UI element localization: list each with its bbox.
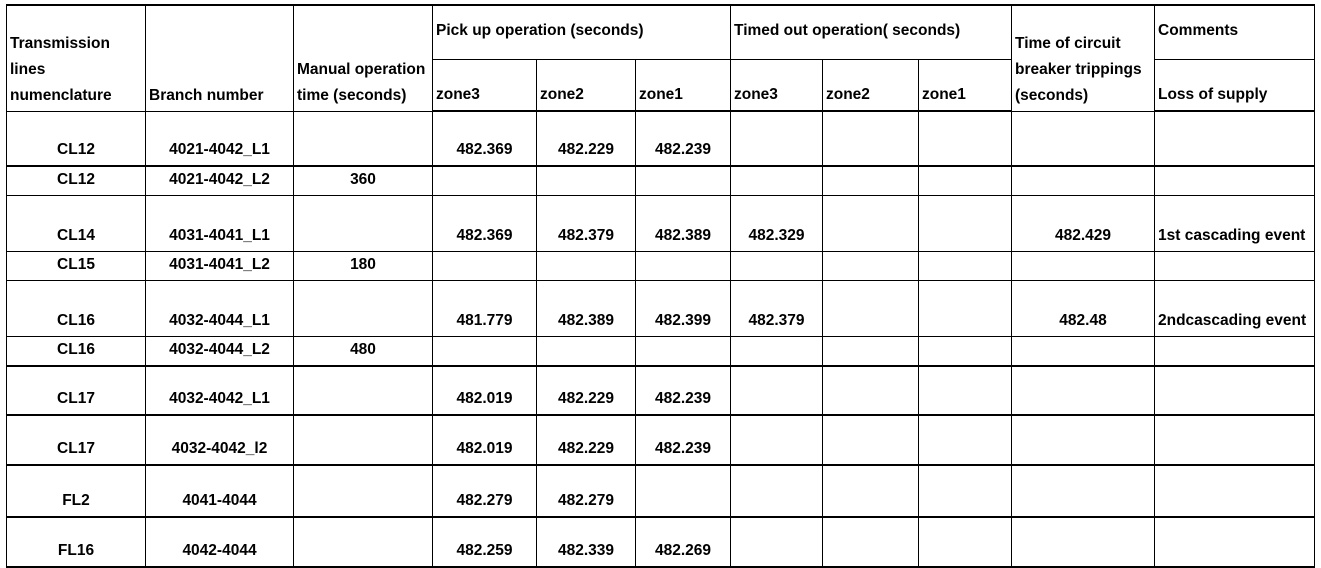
cell-timedout-zone2 [823,252,919,281]
cell-line: CL15 [7,252,146,281]
cell-pickup-zone1: 482.239 [636,415,731,465]
cell-comment [1155,111,1315,166]
cell-pickup-zone1: 482.389 [636,196,731,252]
cell-line: CL12 [7,111,146,166]
table-row [7,252,1315,281]
cell-timedout-zone3 [731,252,823,281]
cell-manual: 480 [294,337,433,367]
header-branch-number: Branch number [146,5,294,111]
header-manual-operation-time: Manual operation time (seconds) [294,5,433,111]
cell-manual [294,111,433,166]
cell-cb-tripping [1012,366,1155,415]
cell-timedout-zone2 [823,111,919,166]
cell-pickup-zone2: 482.279 [537,465,636,517]
cell-timedout-zone3 [731,415,823,465]
cell-pickup-zone1: 482.399 [636,281,731,337]
cell-line: CL12 [7,166,146,196]
cell-pickup-zone3: 482.259 [433,517,537,567]
cell-timedout-zone3 [731,517,823,567]
cell-timedout-zone1 [919,415,1012,465]
cell-timedout-zone2 [823,281,919,337]
cell-timedout-zone1 [919,281,1012,337]
header-pickup-operation: Pick up operation (seconds) [433,5,731,59]
cell-cb-tripping [1012,517,1155,567]
cell-pickup-zone2: 482.229 [537,366,636,415]
cell-line: CL17 [7,415,146,465]
cell-line: CL16 [7,337,146,367]
cell-timedout-zone1 [919,252,1012,281]
cell-cb-tripping [1012,252,1155,281]
cell-timedout-zone1 [919,366,1012,415]
cell-comment [1155,166,1315,196]
cell-timedout-zone3 [731,166,823,196]
cell-timedout-zone3: 482.379 [731,281,823,337]
header-timedout-zone1: zone1 [919,59,1012,111]
cell-timedout-zone3 [731,111,823,166]
cell-line: FL16 [7,517,146,567]
cell-timedout-zone2 [823,196,919,252]
cell-pickup-zone1 [636,252,731,281]
cell-branch: 4041-4044 [146,465,294,517]
table-row [7,517,1315,567]
cell-pickup-zone3 [433,337,537,367]
cell-pickup-zone1: 482.239 [636,366,731,415]
cell-comment: 1st cascading event [1155,196,1315,252]
cell-manual [294,281,433,337]
cell-pickup-zone3 [433,252,537,281]
cell-line: CL17 [7,366,146,415]
table-row [7,337,1315,367]
header-pickup-zone1: zone1 [636,59,731,111]
cell-branch: 4021-4042_L1 [146,111,294,166]
cell-pickup-zone3: 482.019 [433,366,537,415]
cell-timedout-zone3 [731,465,823,517]
cell-comment [1155,415,1315,465]
header-transmission-lines: Transmission lines numenclature [7,5,146,111]
cell-manual: 360 [294,166,433,196]
cell-manual [294,366,433,415]
cell-pickup-zone2: 482.339 [537,517,636,567]
cell-pickup-zone1 [636,166,731,196]
cell-timedout-zone2 [823,415,919,465]
header-circuit-breaker-tripping: Time of circuit breaker trippings (seconds) [1012,5,1155,111]
header-loss-of-supply: Loss of supply [1155,59,1315,111]
cell-manual: 180 [294,252,433,281]
cell-pickup-zone2 [537,166,636,196]
table-row [7,366,1315,415]
header-timedout-zone2: zone2 [823,59,919,111]
cell-pickup-zone3: 482.369 [433,196,537,252]
header-pickup-zone2: zone2 [537,59,636,111]
cell-timedout-zone2 [823,465,919,517]
cell-line: CL14 [7,196,146,252]
cell-line: CL16 [7,281,146,337]
cell-pickup-zone2: 482.229 [537,111,636,166]
cell-cb-tripping [1012,166,1155,196]
cell-cb-tripping [1012,465,1155,517]
table-row [7,166,1315,196]
cell-pickup-zone3: 481.779 [433,281,537,337]
cell-comment: 2ndcascading event [1155,281,1315,337]
cell-branch: 4032-4044_L1 [146,281,294,337]
table-row [7,111,1315,166]
cell-pickup-zone2 [537,252,636,281]
cell-timedout-zone1 [919,337,1012,367]
cell-timedout-zone2 [823,166,919,196]
cell-timedout-zone1 [919,166,1012,196]
cell-branch: 4031-4041_L2 [146,252,294,281]
cell-manual [294,196,433,252]
cell-comment [1155,366,1315,415]
cell-timedout-zone2 [823,517,919,567]
cell-pickup-zone2 [537,337,636,367]
cell-pickup-zone2: 482.379 [537,196,636,252]
cell-timedout-zone2 [823,337,919,367]
cell-pickup-zone1 [636,465,731,517]
cell-pickup-zone3: 482.019 [433,415,537,465]
cascading-events-table [6,4,1315,568]
header-timedout-operation: Timed out operation( seconds) [731,5,1012,59]
cell-manual [294,465,433,517]
cell-manual [294,517,433,567]
cell-branch: 4042-4044 [146,517,294,567]
cell-pickup-zone2: 482.229 [537,415,636,465]
cell-timedout-zone3 [731,366,823,415]
table-row [7,196,1315,252]
cell-timedout-zone1 [919,465,1012,517]
cell-timedout-zone3 [731,337,823,367]
cell-pickup-zone1: 482.239 [636,111,731,166]
cell-branch: 4032-4042_L1 [146,366,294,415]
cell-branch: 4021-4042_L2 [146,166,294,196]
cell-pickup-zone3 [433,166,537,196]
cell-timedout-zone1 [919,111,1012,166]
cell-comment [1155,337,1315,367]
header-comments: Comments [1155,5,1315,59]
cell-cb-tripping: 482.429 [1012,196,1155,252]
cell-cb-tripping [1012,111,1155,166]
cell-branch: 4032-4044_L2 [146,337,294,367]
cell-manual [294,415,433,465]
cell-comment [1155,252,1315,281]
cell-pickup-zone2: 482.389 [537,281,636,337]
cell-timedout-zone2 [823,366,919,415]
cell-comment [1155,517,1315,567]
table-row [7,281,1315,337]
cell-pickup-zone1 [636,337,731,367]
cell-branch: 4031-4041_L1 [146,196,294,252]
table-row [7,465,1315,517]
cell-cb-tripping [1012,337,1155,367]
cell-pickup-zone3: 482.279 [433,465,537,517]
cell-line: FL2 [7,465,146,517]
header-timedout-zone3: zone3 [731,59,823,111]
cell-pickup-zone3: 482.369 [433,111,537,166]
cell-branch: 4032-4042_l2 [146,415,294,465]
header-pickup-zone3: zone3 [433,59,537,111]
cell-comment [1155,465,1315,517]
table-row [7,415,1315,465]
cell-cb-tripping: 482.48 [1012,281,1155,337]
cell-timedout-zone1 [919,517,1012,567]
cell-timedout-zone3: 482.329 [731,196,823,252]
cell-pickup-zone1: 482.269 [636,517,731,567]
cell-timedout-zone1 [919,196,1012,252]
cell-cb-tripping [1012,415,1155,465]
